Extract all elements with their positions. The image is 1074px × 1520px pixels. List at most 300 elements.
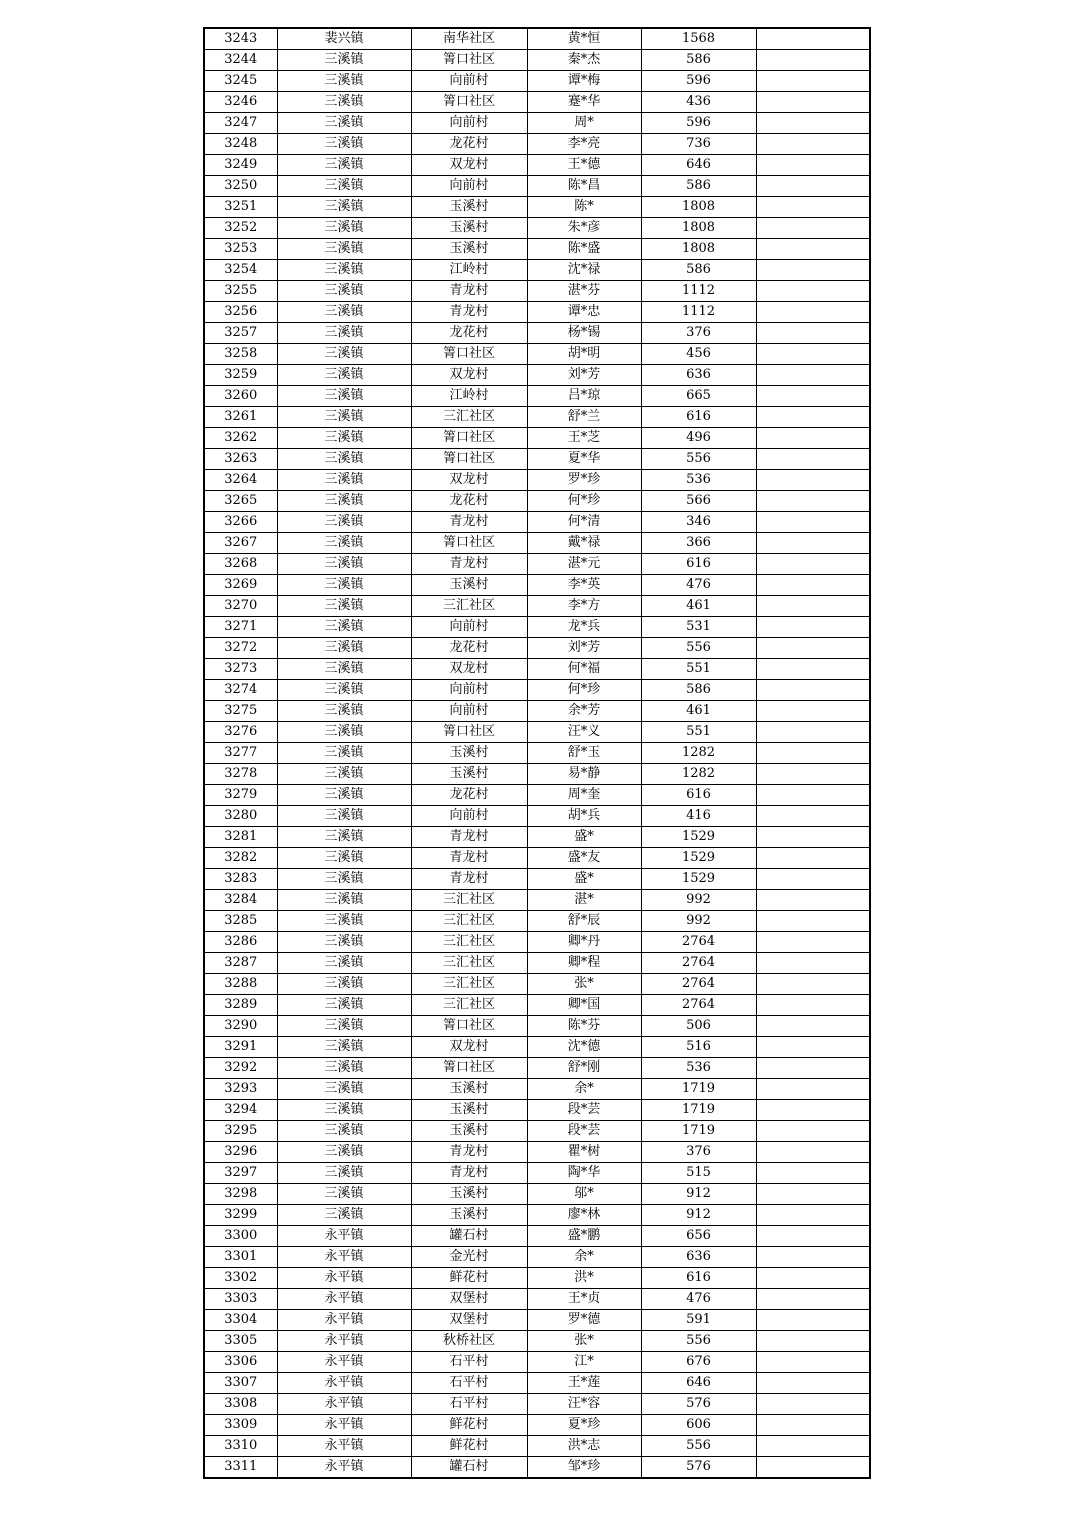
cell-amount: 536 (641, 1058, 756, 1079)
cell-town: 三溪镇 (277, 680, 411, 701)
table-row (204, 365, 870, 386)
cell-amount: 596 (641, 71, 756, 92)
cell-village: 石平村 (411, 1352, 527, 1373)
cell-amount: 586 (641, 680, 756, 701)
cell-remark (756, 1352, 870, 1373)
table-row (204, 554, 870, 575)
cell-index: 3254 (204, 260, 277, 281)
cell-name: 何*珍 (527, 680, 641, 701)
cell-index: 3297 (204, 1163, 277, 1184)
cell-name: 陈* (527, 197, 641, 218)
cell-town: 三溪镇 (277, 743, 411, 764)
table-row (204, 1373, 870, 1394)
cell-remark (756, 1436, 870, 1457)
cell-remark (756, 617, 870, 638)
cell-town: 三溪镇 (277, 701, 411, 722)
cell-village: 青龙村 (411, 281, 527, 302)
cell-name: 余*芳 (527, 701, 641, 722)
table-row (204, 344, 870, 365)
cell-name: 夏*华 (527, 449, 641, 470)
cell-village: 江岭村 (411, 260, 527, 281)
table-row (204, 995, 870, 1016)
cell-index: 3262 (204, 428, 277, 449)
cell-index: 3286 (204, 932, 277, 953)
cell-remark (756, 743, 870, 764)
cell-village: 龙花村 (411, 785, 527, 806)
cell-index: 3279 (204, 785, 277, 806)
table-row (204, 113, 870, 134)
cell-amount: 536 (641, 470, 756, 491)
cell-amount: 616 (641, 1268, 756, 1289)
table-row (204, 1394, 870, 1415)
cell-village: 三汇社区 (411, 911, 527, 932)
cell-village: 玉溪村 (411, 1100, 527, 1121)
cell-amount: 1808 (641, 197, 756, 218)
cell-village: 三汇社区 (411, 407, 527, 428)
cell-remark (756, 134, 870, 155)
table-row (204, 1289, 870, 1310)
cell-name: 湛* (527, 890, 641, 911)
cell-remark (756, 113, 870, 134)
cell-town: 三溪镇 (277, 71, 411, 92)
table-row (204, 197, 870, 218)
cell-index: 3282 (204, 848, 277, 869)
cell-remark (756, 239, 870, 260)
cell-index: 3281 (204, 827, 277, 848)
cell-village: 双龙村 (411, 470, 527, 491)
cell-index: 3310 (204, 1436, 277, 1457)
table-row (204, 638, 870, 659)
cell-index: 3268 (204, 554, 277, 575)
cell-name: 洪* (527, 1268, 641, 1289)
table-row (204, 659, 870, 680)
cell-name: 罗*珍 (527, 470, 641, 491)
table-row (204, 743, 870, 764)
cell-name: 陈*盛 (527, 239, 641, 260)
cell-town: 三溪镇 (277, 869, 411, 890)
cell-village: 箐口社区 (411, 449, 527, 470)
cell-remark (756, 1058, 870, 1079)
cell-remark (756, 28, 870, 50)
cell-name: 廖*林 (527, 1205, 641, 1226)
cell-town: 三溪镇 (277, 134, 411, 155)
cell-amount: 636 (641, 1247, 756, 1268)
cell-name: 湛*元 (527, 554, 641, 575)
cell-remark (756, 1100, 870, 1121)
cell-remark (756, 50, 870, 71)
table-row (204, 1184, 870, 1205)
cell-index: 3271 (204, 617, 277, 638)
cell-town: 永平镇 (277, 1352, 411, 1373)
cell-town: 三溪镇 (277, 386, 411, 407)
cell-remark (756, 176, 870, 197)
cell-remark (756, 1415, 870, 1436)
cell-village: 青龙村 (411, 302, 527, 323)
cell-index: 3255 (204, 281, 277, 302)
cell-village: 玉溪村 (411, 1079, 527, 1100)
cell-village: 玉溪村 (411, 218, 527, 239)
cell-village: 向前村 (411, 680, 527, 701)
cell-town: 三溪镇 (277, 1184, 411, 1205)
cell-amount: 591 (641, 1310, 756, 1331)
cell-amount: 556 (641, 1331, 756, 1352)
cell-amount: 646 (641, 155, 756, 176)
cell-name: 胡*明 (527, 344, 641, 365)
table-row (204, 1016, 870, 1037)
cell-index: 3272 (204, 638, 277, 659)
table-row (204, 1058, 870, 1079)
cell-index: 3308 (204, 1394, 277, 1415)
cell-remark (756, 1142, 870, 1163)
cell-amount: 1719 (641, 1100, 756, 1121)
cell-index: 3302 (204, 1268, 277, 1289)
cell-remark (756, 407, 870, 428)
table-row (204, 1100, 870, 1121)
cell-remark (756, 92, 870, 113)
cell-town: 三溪镇 (277, 995, 411, 1016)
cell-amount: 556 (641, 1436, 756, 1457)
cell-name: 张* (527, 1331, 641, 1352)
cell-village: 向前村 (411, 71, 527, 92)
cell-index: 3249 (204, 155, 277, 176)
cell-index: 3263 (204, 449, 277, 470)
table-row (204, 1352, 870, 1373)
cell-index: 3283 (204, 869, 277, 890)
cell-village: 箐口社区 (411, 722, 527, 743)
cell-amount: 586 (641, 176, 756, 197)
cell-town: 三溪镇 (277, 974, 411, 995)
cell-remark (756, 701, 870, 722)
cell-village: 双龙村 (411, 155, 527, 176)
cell-town: 三溪镇 (277, 365, 411, 386)
cell-remark (756, 533, 870, 554)
cell-remark (756, 428, 870, 449)
cell-village: 三汇社区 (411, 995, 527, 1016)
cell-remark (756, 155, 870, 176)
cell-amount: 551 (641, 659, 756, 680)
cell-name: 陈*昌 (527, 176, 641, 197)
cell-town: 三溪镇 (277, 1142, 411, 1163)
cell-town: 永平镇 (277, 1247, 411, 1268)
table-row (204, 848, 870, 869)
cell-index: 3309 (204, 1415, 277, 1436)
cell-name: 卿*丹 (527, 932, 641, 953)
cell-index: 3266 (204, 512, 277, 533)
cell-remark (756, 512, 870, 533)
cell-name: 罗*德 (527, 1310, 641, 1331)
cell-name: 王*贞 (527, 1289, 641, 1310)
cell-index: 3299 (204, 1205, 277, 1226)
cell-town: 三溪镇 (277, 218, 411, 239)
table-row (204, 470, 870, 491)
cell-amount: 376 (641, 1142, 756, 1163)
cell-town: 永平镇 (277, 1289, 411, 1310)
cell-name: 杨*锡 (527, 323, 641, 344)
cell-index: 3261 (204, 407, 277, 428)
cell-village: 箐口社区 (411, 344, 527, 365)
cell-town: 三溪镇 (277, 260, 411, 281)
cell-remark (756, 71, 870, 92)
table-row (204, 428, 870, 449)
cell-remark (756, 197, 870, 218)
cell-village: 玉溪村 (411, 1205, 527, 1226)
cell-remark (756, 1079, 870, 1100)
table-row (204, 92, 870, 113)
cell-amount: 556 (641, 449, 756, 470)
table-row (204, 176, 870, 197)
cell-amount: 2764 (641, 974, 756, 995)
cell-town: 三溪镇 (277, 344, 411, 365)
cell-village: 金光村 (411, 1247, 527, 1268)
cell-village: 玉溪村 (411, 197, 527, 218)
cell-village: 罐石村 (411, 1457, 527, 1479)
table-row (204, 323, 870, 344)
cell-amount: 656 (641, 1226, 756, 1247)
cell-village: 南华社区 (411, 28, 527, 50)
cell-amount: 646 (641, 1373, 756, 1394)
cell-index: 3304 (204, 1310, 277, 1331)
cell-remark (756, 659, 870, 680)
cell-town: 三溪镇 (277, 281, 411, 302)
cell-village: 龙花村 (411, 134, 527, 155)
cell-remark (756, 386, 870, 407)
cell-index: 3264 (204, 470, 277, 491)
cell-remark (756, 470, 870, 491)
cell-amount: 665 (641, 386, 756, 407)
cell-town: 三溪镇 (277, 470, 411, 491)
table-row (204, 1415, 870, 1436)
cell-town: 三溪镇 (277, 932, 411, 953)
table-row (204, 281, 870, 302)
cell-remark (756, 995, 870, 1016)
cell-name: 易*静 (527, 764, 641, 785)
cell-amount: 2764 (641, 932, 756, 953)
cell-index: 3300 (204, 1226, 277, 1247)
cell-amount: 576 (641, 1457, 756, 1479)
cell-town: 永平镇 (277, 1226, 411, 1247)
cell-amount: 2764 (641, 995, 756, 1016)
cell-index: 3290 (204, 1016, 277, 1037)
cell-amount: 556 (641, 638, 756, 659)
cell-village: 三汇社区 (411, 596, 527, 617)
cell-name: 王*芝 (527, 428, 641, 449)
cell-remark (756, 911, 870, 932)
cell-town: 三溪镇 (277, 113, 411, 134)
cell-village: 向前村 (411, 806, 527, 827)
cell-village: 三汇社区 (411, 953, 527, 974)
cell-name: 何*珍 (527, 491, 641, 512)
cell-village: 石平村 (411, 1373, 527, 1394)
cell-town: 三溪镇 (277, 1079, 411, 1100)
table-row (204, 1163, 870, 1184)
cell-amount: 586 (641, 260, 756, 281)
cell-name: 邬* (527, 1184, 641, 1205)
table-row (204, 1310, 870, 1331)
cell-remark (756, 806, 870, 827)
cell-village: 罐石村 (411, 1226, 527, 1247)
cell-amount: 1112 (641, 281, 756, 302)
cell-amount: 531 (641, 617, 756, 638)
cell-remark (756, 1184, 870, 1205)
cell-village: 玉溪村 (411, 743, 527, 764)
cell-town: 三溪镇 (277, 596, 411, 617)
table-row (204, 1205, 870, 1226)
cell-town: 裴兴镇 (277, 28, 411, 50)
cell-village: 石平村 (411, 1394, 527, 1415)
cell-index: 3243 (204, 28, 277, 50)
cell-index: 3301 (204, 1247, 277, 1268)
cell-village: 向前村 (411, 113, 527, 134)
table-row (204, 407, 870, 428)
cell-amount: 912 (641, 1184, 756, 1205)
table-row (204, 1037, 870, 1058)
cell-index: 3252 (204, 218, 277, 239)
cell-index: 3269 (204, 575, 277, 596)
cell-remark (756, 764, 870, 785)
cell-index: 3275 (204, 701, 277, 722)
cell-index: 3257 (204, 323, 277, 344)
cell-name: 张* (527, 974, 641, 995)
cell-name: 段*芸 (527, 1100, 641, 1121)
table-row (204, 617, 870, 638)
cell-amount: 376 (641, 323, 756, 344)
table-row (204, 491, 870, 512)
cell-name: 余* (527, 1079, 641, 1100)
cell-town: 永平镇 (277, 1373, 411, 1394)
cell-name: 瞿*树 (527, 1142, 641, 1163)
cell-amount: 436 (641, 92, 756, 113)
cell-name: 卿*国 (527, 995, 641, 1016)
table-row (204, 1436, 870, 1457)
cell-name: 周*奎 (527, 785, 641, 806)
cell-amount: 596 (641, 113, 756, 134)
cell-name: 谭*梅 (527, 71, 641, 92)
cell-amount: 515 (641, 1163, 756, 1184)
cell-index: 3294 (204, 1100, 277, 1121)
cell-remark (756, 827, 870, 848)
cell-town: 三溪镇 (277, 491, 411, 512)
table-row (204, 134, 870, 155)
cell-index: 3245 (204, 71, 277, 92)
cell-amount: 992 (641, 890, 756, 911)
cell-amount: 736 (641, 134, 756, 155)
cell-town: 三溪镇 (277, 764, 411, 785)
cell-amount: 496 (641, 428, 756, 449)
cell-town: 三溪镇 (277, 638, 411, 659)
table-row (204, 533, 870, 554)
cell-index: 3289 (204, 995, 277, 1016)
cell-index: 3247 (204, 113, 277, 134)
cell-name: 吕*琼 (527, 386, 641, 407)
cell-remark (756, 1394, 870, 1415)
cell-remark (756, 281, 870, 302)
table-row (204, 1457, 870, 1479)
cell-amount: 616 (641, 407, 756, 428)
table-row (204, 1268, 870, 1289)
cell-amount: 461 (641, 701, 756, 722)
cell-name: 汪*义 (527, 722, 641, 743)
cell-remark (756, 848, 870, 869)
cell-amount: 506 (641, 1016, 756, 1037)
cell-index: 3256 (204, 302, 277, 323)
table-row (204, 596, 870, 617)
cell-amount: 461 (641, 596, 756, 617)
cell-name: 王*德 (527, 155, 641, 176)
cell-remark (756, 1331, 870, 1352)
cell-town: 三溪镇 (277, 848, 411, 869)
cell-town: 三溪镇 (277, 323, 411, 344)
cell-amount: 2764 (641, 953, 756, 974)
cell-name: 沈*禄 (527, 260, 641, 281)
cell-name: 段*芸 (527, 1121, 641, 1142)
cell-name: 胡*兵 (527, 806, 641, 827)
table-row (204, 869, 870, 890)
table-row (204, 260, 870, 281)
cell-name: 盛*鹏 (527, 1226, 641, 1247)
cell-amount: 606 (641, 1415, 756, 1436)
cell-village: 玉溪村 (411, 1184, 527, 1205)
cell-name: 湛*芬 (527, 281, 641, 302)
cell-town: 三溪镇 (277, 890, 411, 911)
table-row (204, 890, 870, 911)
cell-index: 3260 (204, 386, 277, 407)
cell-remark (756, 785, 870, 806)
table-row (204, 449, 870, 470)
cell-index: 3307 (204, 1373, 277, 1394)
cell-name: 王*莲 (527, 1373, 641, 1394)
cell-remark (756, 218, 870, 239)
cell-village: 双龙村 (411, 1037, 527, 1058)
cell-village: 箐口社区 (411, 428, 527, 449)
cell-remark (756, 1373, 870, 1394)
cell-index: 3270 (204, 596, 277, 617)
cell-village: 江岭村 (411, 386, 527, 407)
cell-index: 3246 (204, 92, 277, 113)
cell-village: 三汇社区 (411, 890, 527, 911)
cell-index: 3244 (204, 50, 277, 71)
cell-amount: 576 (641, 1394, 756, 1415)
cell-town: 三溪镇 (277, 659, 411, 680)
cell-village: 双龙村 (411, 365, 527, 386)
cell-remark (756, 344, 870, 365)
cell-amount: 516 (641, 1037, 756, 1058)
cell-remark (756, 1121, 870, 1142)
cell-name: 秦*杰 (527, 50, 641, 71)
cell-town: 三溪镇 (277, 533, 411, 554)
cell-remark (756, 449, 870, 470)
cell-remark (756, 1205, 870, 1226)
cell-amount: 616 (641, 554, 756, 575)
cell-name: 蹇*华 (527, 92, 641, 113)
cell-index: 3274 (204, 680, 277, 701)
table-row (204, 218, 870, 239)
table-row (204, 764, 870, 785)
cell-name: 周* (527, 113, 641, 134)
cell-amount: 1529 (641, 827, 756, 848)
cell-remark (756, 953, 870, 974)
cell-remark (756, 680, 870, 701)
cell-village: 秋桥社区 (411, 1331, 527, 1352)
cell-name: 邹*珍 (527, 1457, 641, 1479)
cell-town: 三溪镇 (277, 407, 411, 428)
cell-index: 3265 (204, 491, 277, 512)
cell-remark (756, 638, 870, 659)
table-row (204, 575, 870, 596)
cell-town: 三溪镇 (277, 554, 411, 575)
cell-town: 永平镇 (277, 1436, 411, 1457)
cell-index: 3284 (204, 890, 277, 911)
cell-remark (756, 890, 870, 911)
